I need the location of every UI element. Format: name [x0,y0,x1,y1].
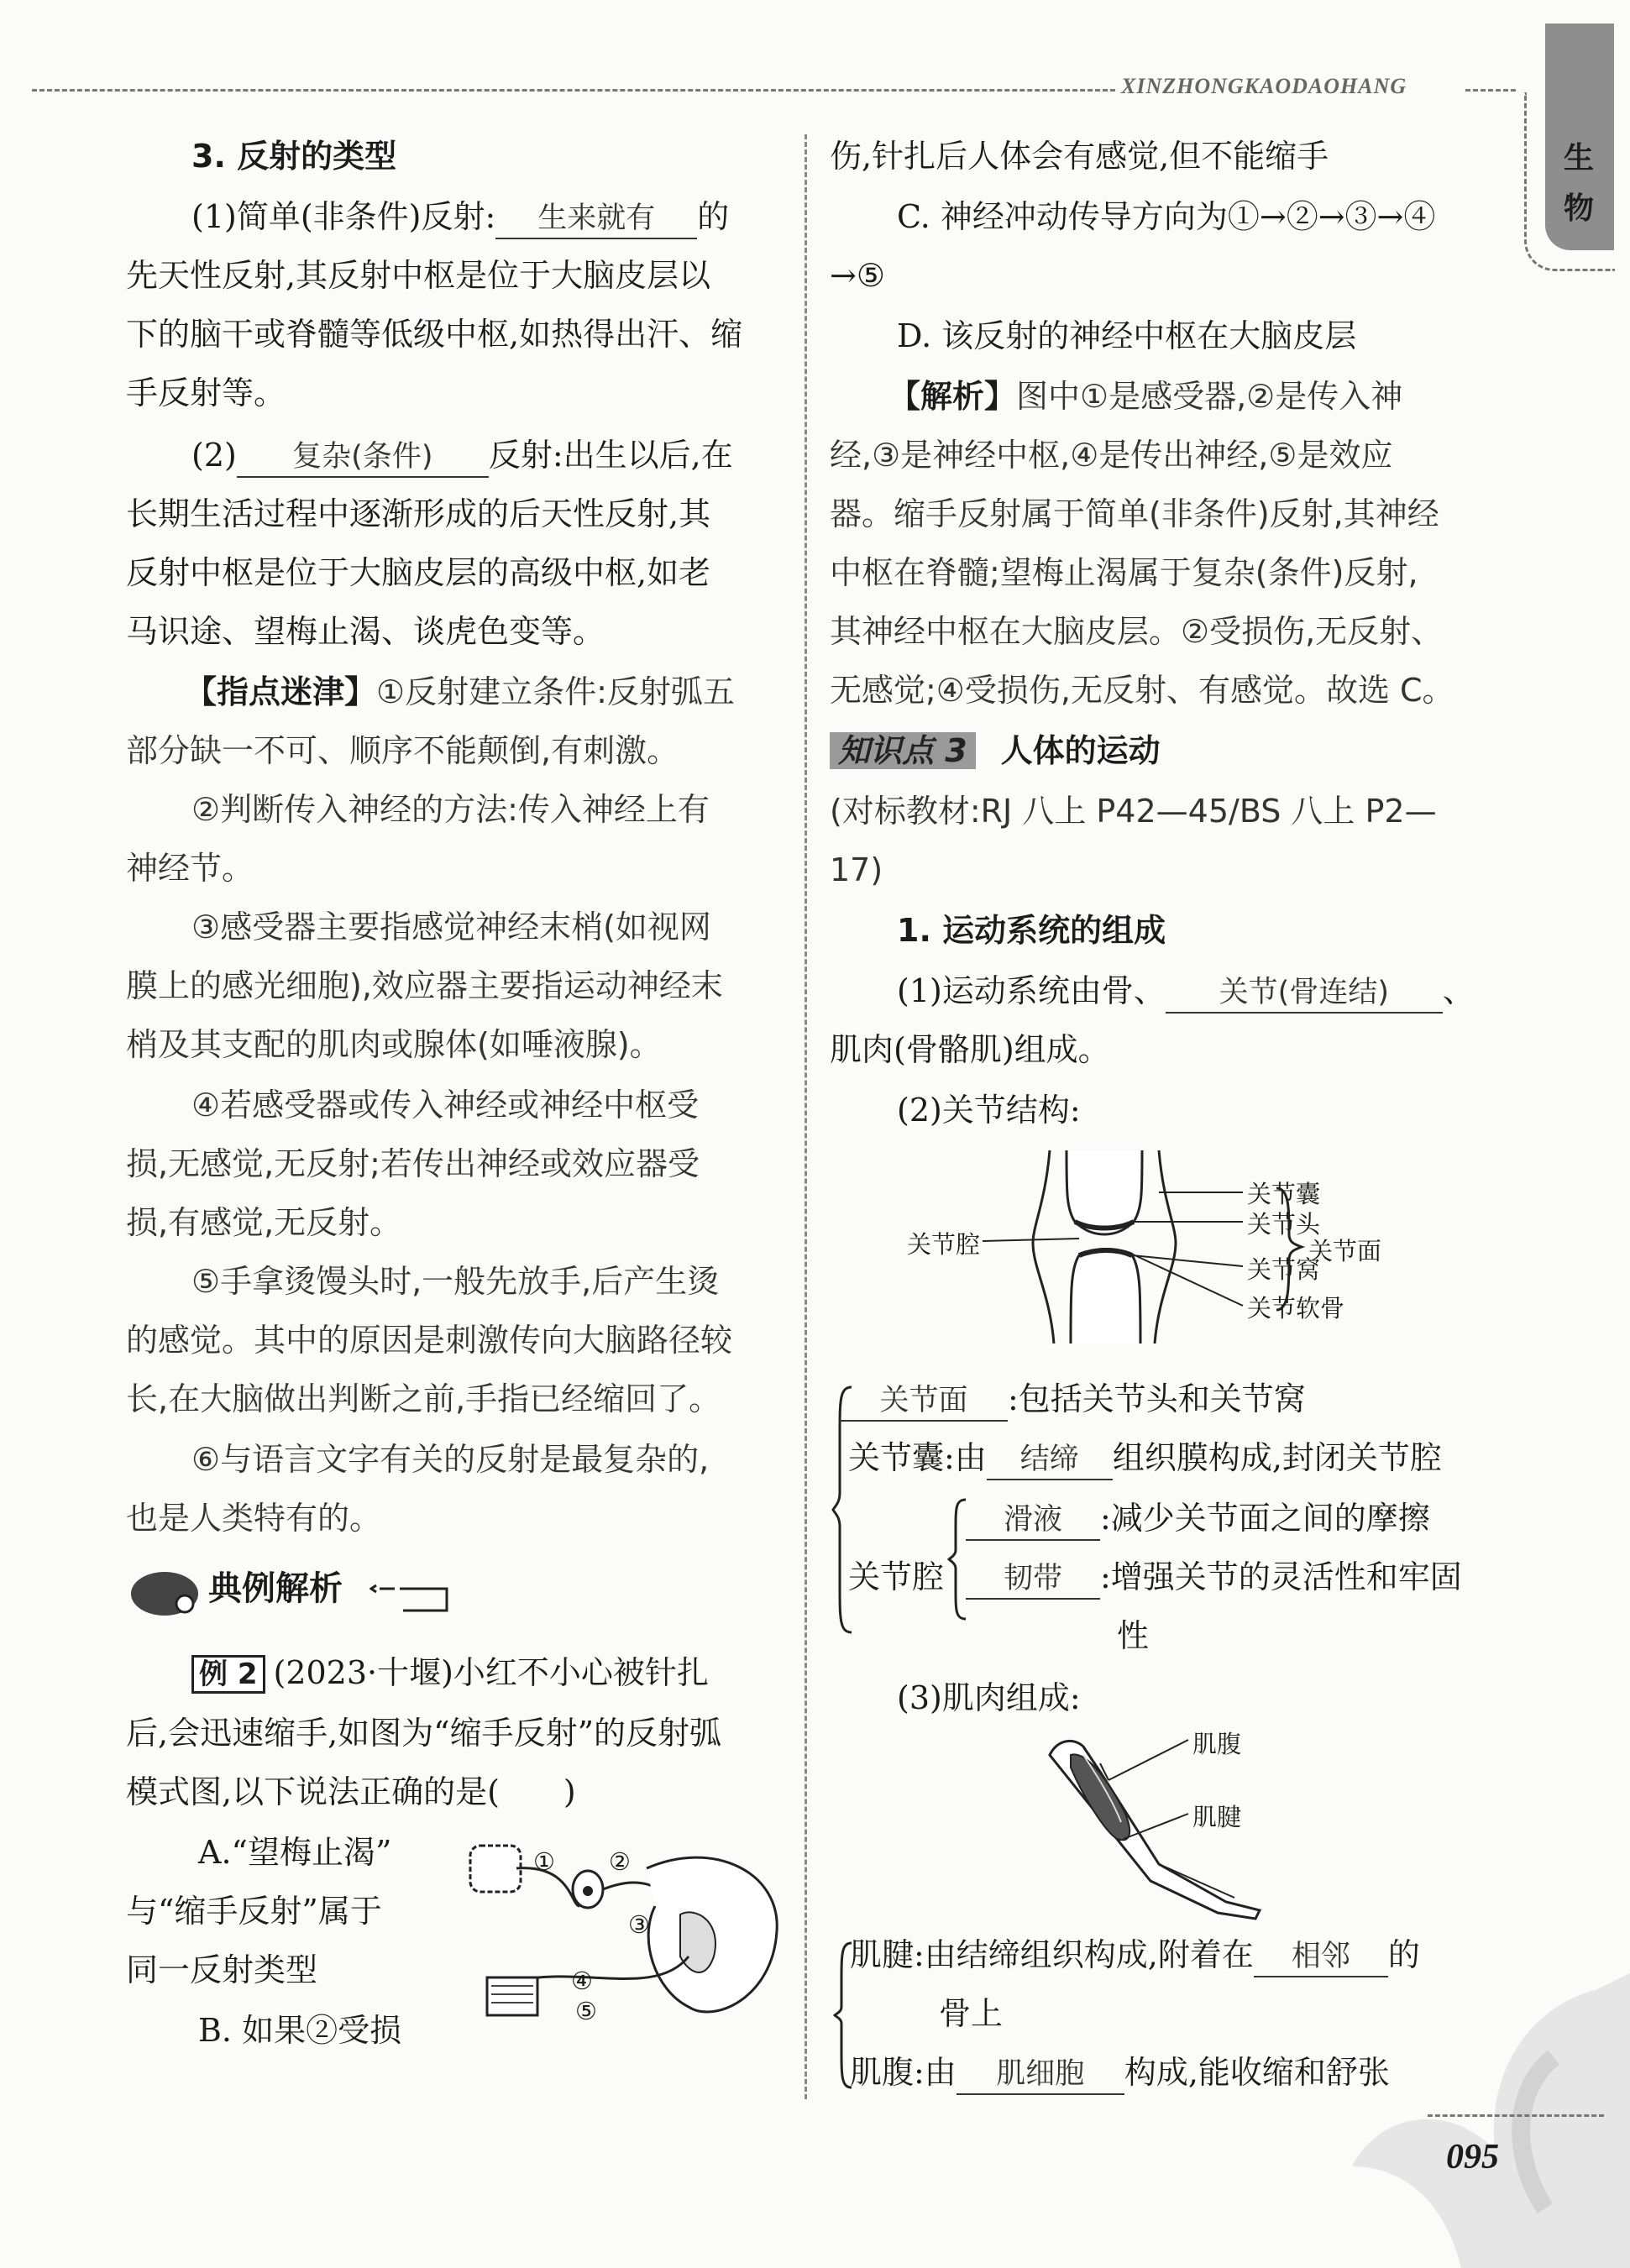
text-line: 骨上 [939,1995,1004,2032]
option-c-line-1: C. 神经冲动传导方向为①→②→③→④ [897,198,1436,235]
joint-structure-heading: (2)关节结构: [897,1092,1081,1129]
text-line: 伤,针扎后人体会有感觉,但不能缩手 [830,138,1329,175]
joint-figure [907,1142,1411,1352]
joint-label-capsule: 关节囊 [1247,1180,1321,1208]
figure-label-4: ④ [571,1967,593,1995]
section-banner-title: 典例解析 [208,1569,343,1608]
text: 、 [1442,972,1475,1009]
corner-decoration [1276,1956,1630,2268]
text-line: 膜上的感光细胞),效应器主要指运动神经末 [126,967,723,1004]
analysis-line [888,375,1402,418]
muscle-figure [1025,1721,1327,1923]
joint-label-surface: 关节面 [1308,1237,1382,1265]
text-line: 肌肉(骨骼肌)组成。 [830,1031,1110,1068]
subsection-title: 1. 运动系统的组成 [897,912,1166,949]
text-line: 损,无感觉,无反射;若传出神经或效应器受 [126,1145,700,1182]
text-line: ②判断传入神经的方法:传入神经上有 [191,791,710,828]
option-b-line-1: B. 如果②受损 [198,2012,402,2049]
answer-blank: 结缔 [987,1440,1113,1480]
text-line: ⑥与语言文字有关的反射是最复杂的, [191,1441,710,1478]
option-a-line-2: 与“缩手反射”属于 [126,1893,382,1930]
text: (1)运动系统由骨、 [897,972,1166,1009]
answer-blank: 韧带 [966,1559,1100,1600]
answer-blank: 肌细胞 [957,2055,1124,2095]
muscle-label-tendon: 肌腱 [1192,1803,1242,1831]
figure-label-1: ① [533,1847,555,1876]
text-line: 神经节。 [126,850,254,887]
tip-line [185,670,735,714]
arm-muscle-diagram [1025,1721,1327,1923]
text-line: 模式图,以下说法正确的是( ) [126,1773,576,1810]
figure-label-5: ⑤ [575,1997,597,2025]
header-dashed-line-right [1465,89,1516,92]
synovial-fluid-line [966,1496,1430,1541]
muscle-label-belly: 肌腹 [1192,1730,1242,1758]
knowledge-point-label: 知识点 3 [830,732,976,769]
reflex-arc-figure [445,1831,798,2040]
motion-system-line [897,969,1475,1014]
text-line: ③感受器主要指感觉神经末梢(如视网 [191,909,711,945]
answer-blank: 关节(骨连结) [1166,973,1443,1014]
text-line: 先天性反射,其反射中枢是位于大脑皮层以 [126,257,711,294]
text: 反射:出生以后,在 [488,437,733,474]
text: (2023·十堰)小红不小心被针扎 [273,1654,709,1691]
text: 关节囊:由 [848,1439,987,1476]
text-line: 经,③是神经中枢,④是传出神经,⑤是效应 [830,437,1393,474]
text: 的 [1387,1936,1420,1973]
banner-rule [370,1570,453,1617]
text: :包括关节头和关节窝 [1008,1380,1306,1417]
text-line: 部分缺一不可、顺序不能颠倒,有刺激。 [126,732,679,769]
text: :减少关节面之间的摩擦 [1100,1500,1430,1537]
text: 构成,能收缩和舒张 [1124,2054,1390,2091]
text-line: 也是人类特有的。 [126,1500,382,1537]
option-a-line-3: 同一反射类型 [126,1951,318,1988]
figure-label-2: ② [609,1847,631,1876]
subject-tab-char-2: 物 [1564,191,1595,226]
joint-capsule-line [848,1436,1442,1480]
text-line: 长期生活过程中逐渐形成的后天性反射,其 [126,495,711,532]
joint-cavity-label: 关节腔 [848,1558,945,1595]
subject-tab-char-1: 生 [1564,141,1595,175]
answer-blank: 关节面 [840,1381,1008,1422]
knowledge-point-header [830,729,1161,773]
joint-surface-line [840,1377,1306,1422]
textbook-reference-cont: 17) [830,851,883,888]
figure-label-3: ③ [628,1910,650,1939]
text-line: 的感觉。其中的原因是刺激传向大脑路径较 [126,1322,733,1359]
text-line: ⑤手拿烫馒头时,一般先放手,后产生烫 [191,1263,720,1300]
text: 肌腹:由 [850,2054,957,2091]
text-line: 下的脑干或脊髓等低级中枢,如热得出汗、缩 [126,316,743,353]
text: 组织膜构成,封闭关节腔 [1112,1439,1442,1476]
text-line: 其神经中枢在大脑皮层。②受损伤,无反射、 [830,613,1444,650]
page-number: 095 [1446,2138,1499,2176]
text-line: 性 [1117,1617,1150,1654]
banner-icon [126,1560,203,1619]
text: (1)简单(非条件)反射: [191,198,496,235]
option-c-line-2: →⑤ [830,257,885,294]
text-line: 反射中枢是位于大脑皮层的高级中枢,如老 [126,554,711,591]
joint-label-cartilage: 关节软骨 [1247,1294,1345,1323]
text-line: 长,在大脑做出判断之前,手指已经缩回了。 [126,1380,721,1417]
example-line [191,1651,709,1696]
running-title: XINZHONGKAODAOHANG [1121,74,1407,98]
footer-dashed-line [1428,2114,1604,2117]
header-dashed-line [32,89,1115,92]
joint-label-head: 关节头 [1247,1210,1321,1239]
textbook-reference: (对标教材:RJ 八上 P42—45/BS 八上 P2— [830,793,1437,830]
muscle-heading: (3)肌肉组成: [897,1679,1081,1716]
tip-label: 【指点迷津】 [185,673,377,710]
text: (2) [191,437,237,474]
example-tag: 例 2 [191,1655,265,1694]
joint-label-socket: 关节窝 [1247,1255,1321,1284]
text-line: 损,有感觉,无反射。 [126,1204,402,1241]
knowledge-point-title: 人体的运动 [1000,732,1161,769]
text-line: 手反射等。 [126,375,286,411]
text-line: 后,会迅速缩手,如图为“缩手反射”的反射弧 [126,1715,722,1752]
joint-label-cavity: 关节腔 [907,1230,981,1259]
analysis-label: 【解析】 [888,378,1017,415]
text-line: ④若感受器或传入神经或神经中枢受 [191,1087,700,1124]
text: 肌腱:由结缔组织构成,附着在 [850,1936,1254,1973]
answer-blank: 滑液 [966,1501,1100,1541]
answer-blank: 复杂(条件) [237,437,489,478]
text-line: 梢及其支配的肌肉或腺体(如唾液腺)。 [126,1026,662,1063]
text-line: 中枢在脊髓;望梅止渴属于复杂(条件)反射, [830,554,1418,591]
answer-blank: 相邻 [1254,1937,1388,1977]
text-line: 马识途、望梅止渴、谈虎色变等。 [126,613,605,650]
column-divider [805,134,807,2099]
text: ①反射建立条件:反射弧五 [376,673,735,710]
text: 图中①是感受器,②是传入神 [1016,378,1403,415]
text: :增强关节的灵活性和牢固 [1100,1558,1462,1595]
ligament-line [966,1555,1462,1600]
option-d-line: D. 该反射的神经中枢在大脑皮层 [897,317,1357,354]
subject-tab-outline [1524,92,1615,271]
option-a-line-1: A.“望梅止渴” [198,1834,392,1871]
complex-reflex-line [191,433,733,478]
text-line: 无感觉;④受损伤,无反射、有感觉。故选 C。 [830,672,1454,709]
answer-blank: 生来就有 [495,199,697,239]
section-title-reflex-types: 3. 反射的类型 [191,138,397,175]
text: 的 [697,198,730,235]
text-line: 器。缩手反射属于简单(非条件)反射,其神经 [830,495,1439,532]
simple-reflex-line [191,195,729,239]
